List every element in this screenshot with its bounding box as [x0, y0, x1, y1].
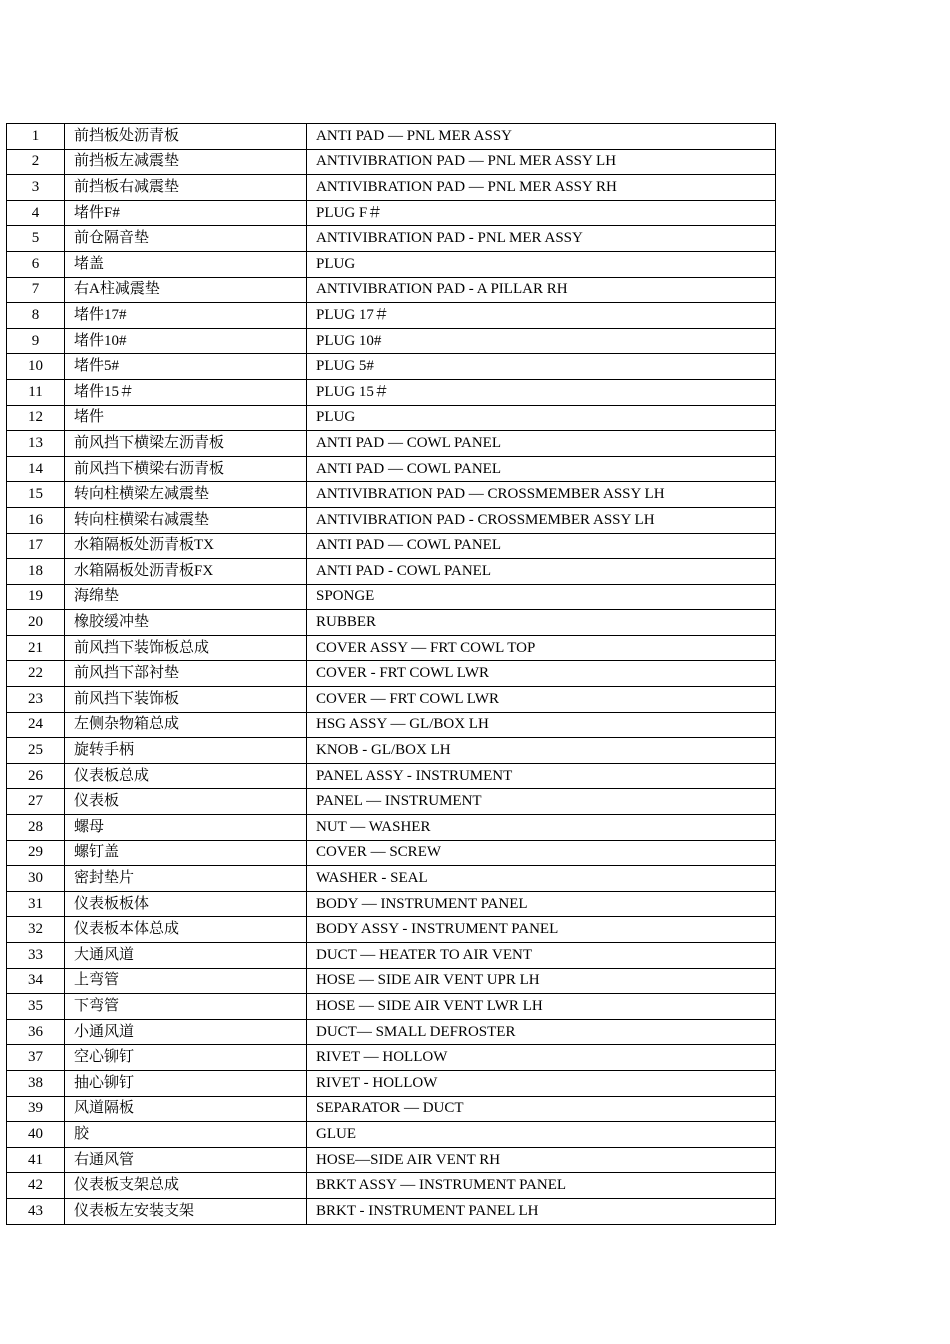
- table-row: [7, 994, 776, 1020]
- chinese-name-cell: 海绵垫: [65, 584, 307, 610]
- english-name-cell: PLUG 5#: [307, 354, 776, 380]
- english-name-cell: PLUG 17＃: [307, 303, 776, 329]
- chinese-name-cell: 前风挡下装饰板总成: [65, 635, 307, 661]
- chinese-name-cell: 旋转手柄: [65, 738, 307, 764]
- part-number-cell: 30: [7, 866, 65, 892]
- english-name-cell: PLUG: [307, 405, 776, 431]
- chinese-name-cell: 胶: [65, 1122, 307, 1148]
- part-number-cell: 15: [7, 482, 65, 508]
- table-row: [7, 431, 776, 457]
- part-number-cell: 7: [7, 277, 65, 303]
- english-name-cell: BODY — INSTRUMENT PANEL: [307, 891, 776, 917]
- english-name-cell: ANTI PAD — COWL PANEL: [307, 431, 776, 457]
- part-number-cell: 43: [7, 1198, 65, 1224]
- table-row: [7, 482, 776, 508]
- table-row: [7, 661, 776, 687]
- english-name-cell: ANTI PAD — COWL PANEL: [307, 456, 776, 482]
- chinese-name-cell: 小通风道: [65, 1019, 307, 1045]
- table-row: [7, 200, 776, 226]
- chinese-name-cell: 大通风道: [65, 943, 307, 969]
- part-number-cell: 32: [7, 917, 65, 943]
- table-row: [7, 943, 776, 969]
- chinese-name-cell: 堵件F#: [65, 200, 307, 226]
- chinese-name-cell: 水箱隔板处沥青板TX: [65, 533, 307, 559]
- english-name-cell: PANEL — INSTRUMENT: [307, 789, 776, 815]
- table-row: [7, 1198, 776, 1224]
- table-row: [7, 303, 776, 329]
- part-number-cell: 8: [7, 303, 65, 329]
- part-number-cell: 14: [7, 456, 65, 482]
- part-number-cell: 23: [7, 687, 65, 713]
- chinese-name-cell: 左侧杂物箱总成: [65, 712, 307, 738]
- table-row: [7, 789, 776, 815]
- english-name-cell: WASHER - SEAL: [307, 866, 776, 892]
- part-number-cell: 29: [7, 840, 65, 866]
- chinese-name-cell: 前挡板处沥青板: [65, 124, 307, 150]
- english-name-cell: ANTIVIBRATION PAD — CROSSMEMBER ASSY LH: [307, 482, 776, 508]
- chinese-name-cell: 转向柱横梁右减震垫: [65, 507, 307, 533]
- english-name-cell: ANTIVIBRATION PAD — PNL MER ASSY LH: [307, 149, 776, 175]
- table-row: [7, 1019, 776, 1045]
- table-row: [7, 584, 776, 610]
- english-name-cell: COVER — FRT COWL LWR: [307, 687, 776, 713]
- english-name-cell: RUBBER: [307, 610, 776, 636]
- table-row: [7, 328, 776, 354]
- table-row: [7, 866, 776, 892]
- table-row: [7, 251, 776, 277]
- table-row: [7, 968, 776, 994]
- chinese-name-cell: 堵件5#: [65, 354, 307, 380]
- chinese-name-cell: 前风挡下装饰板: [65, 687, 307, 713]
- chinese-name-cell: 上弯管: [65, 968, 307, 994]
- english-name-cell: PLUG 15＃: [307, 379, 776, 405]
- chinese-name-cell: 转向柱横梁左减震垫: [65, 482, 307, 508]
- table-row: [7, 277, 776, 303]
- table-row: [7, 917, 776, 943]
- table-row: [7, 891, 776, 917]
- part-number-cell: 26: [7, 763, 65, 789]
- english-name-cell: ANTIVIBRATION PAD - CROSSMEMBER ASSY LH: [307, 507, 776, 533]
- chinese-name-cell: 仪表板: [65, 789, 307, 815]
- table-row: [7, 840, 776, 866]
- english-name-cell: COVER — SCREW: [307, 840, 776, 866]
- english-name-cell: HOSE — SIDE AIR VENT UPR LH: [307, 968, 776, 994]
- part-number-cell: 35: [7, 994, 65, 1020]
- table-row: [7, 559, 776, 585]
- chinese-name-cell: 仪表板板体: [65, 891, 307, 917]
- table-row: [7, 712, 776, 738]
- chinese-name-cell: 堵盖: [65, 251, 307, 277]
- part-number-cell: 33: [7, 943, 65, 969]
- chinese-name-cell: 仪表板总成: [65, 763, 307, 789]
- part-number-cell: 9: [7, 328, 65, 354]
- chinese-name-cell: 仪表板本体总成: [65, 917, 307, 943]
- english-name-cell: DUCT — HEATER TO AIR VENT: [307, 943, 776, 969]
- english-name-cell: BRKT - INSTRUMENT PANEL LH: [307, 1198, 776, 1224]
- table-row: [7, 149, 776, 175]
- table-row: [7, 405, 776, 431]
- part-number-cell: 41: [7, 1147, 65, 1173]
- chinese-name-cell: 风道隔板: [65, 1096, 307, 1122]
- table-row: [7, 738, 776, 764]
- table-row: [7, 1096, 776, 1122]
- part-number-cell: 39: [7, 1096, 65, 1122]
- chinese-name-cell: 前风挡下横梁左沥青板: [65, 431, 307, 457]
- english-name-cell: RIVET — HOLLOW: [307, 1045, 776, 1071]
- english-name-cell: DUCT— SMALL DEFROSTER: [307, 1019, 776, 1045]
- english-name-cell: BODY ASSY - INSTRUMENT PANEL: [307, 917, 776, 943]
- table-row: [7, 815, 776, 841]
- english-name-cell: COVER - FRT COWL LWR: [307, 661, 776, 687]
- part-number-cell: 13: [7, 431, 65, 457]
- english-name-cell: HOSE — SIDE AIR VENT LWR LH: [307, 994, 776, 1020]
- parts-table: [6, 123, 776, 1225]
- table-row: [7, 635, 776, 661]
- english-name-cell: PANEL ASSY - INSTRUMENT: [307, 763, 776, 789]
- table-row: [7, 763, 776, 789]
- table-row: [7, 124, 776, 150]
- part-number-cell: 10: [7, 354, 65, 380]
- english-name-cell: COVER ASSY — FRT COWL TOP: [307, 635, 776, 661]
- english-name-cell: NUT — WASHER: [307, 815, 776, 841]
- english-name-cell: HOSE—SIDE AIR VENT RH: [307, 1147, 776, 1173]
- chinese-name-cell: 堵件: [65, 405, 307, 431]
- part-number-cell: 36: [7, 1019, 65, 1045]
- table-row: [7, 1070, 776, 1096]
- english-name-cell: ANTI PAD — PNL MER ASSY: [307, 124, 776, 150]
- english-name-cell: SPONGE: [307, 584, 776, 610]
- parts-table-body: [7, 124, 776, 1225]
- table-row: [7, 1173, 776, 1199]
- table-row: [7, 1122, 776, 1148]
- english-name-cell: ANTI PAD — COWL PANEL: [307, 533, 776, 559]
- part-number-cell: 4: [7, 200, 65, 226]
- chinese-name-cell: 抽心铆钉: [65, 1070, 307, 1096]
- part-number-cell: 11: [7, 379, 65, 405]
- chinese-name-cell: 下弯管: [65, 994, 307, 1020]
- english-name-cell: KNOB - GL/BOX LH: [307, 738, 776, 764]
- part-number-cell: 3: [7, 175, 65, 201]
- chinese-name-cell: 前风挡下横梁右沥青板: [65, 456, 307, 482]
- part-number-cell: 1: [7, 124, 65, 150]
- english-name-cell: ANTIVIBRATION PAD - A PILLAR RH: [307, 277, 776, 303]
- chinese-name-cell: 仪表板支架总成: [65, 1173, 307, 1199]
- english-name-cell: PLUG F＃: [307, 200, 776, 226]
- chinese-name-cell: 前挡板右减震垫: [65, 175, 307, 201]
- part-number-cell: 2: [7, 149, 65, 175]
- part-number-cell: 34: [7, 968, 65, 994]
- table-row: [7, 1147, 776, 1173]
- chinese-name-cell: 空心铆钉: [65, 1045, 307, 1071]
- english-name-cell: HSG ASSY — GL/BOX LH: [307, 712, 776, 738]
- english-name-cell: ANTIVIBRATION PAD — PNL MER ASSY RH: [307, 175, 776, 201]
- part-number-cell: 6: [7, 251, 65, 277]
- part-number-cell: 17: [7, 533, 65, 559]
- english-name-cell: ANTIVIBRATION PAD - PNL MER ASSY: [307, 226, 776, 252]
- part-number-cell: 28: [7, 815, 65, 841]
- table-row: [7, 175, 776, 201]
- table-row: [7, 507, 776, 533]
- part-number-cell: 38: [7, 1070, 65, 1096]
- chinese-name-cell: 右A柱减震垫: [65, 277, 307, 303]
- english-name-cell: SEPARATOR — DUCT: [307, 1096, 776, 1122]
- part-number-cell: 31: [7, 891, 65, 917]
- english-name-cell: PLUG: [307, 251, 776, 277]
- part-number-cell: 16: [7, 507, 65, 533]
- table-row: [7, 226, 776, 252]
- chinese-name-cell: 水箱隔板处沥青板FX: [65, 559, 307, 585]
- part-number-cell: 18: [7, 559, 65, 585]
- english-name-cell: GLUE: [307, 1122, 776, 1148]
- english-name-cell: PLUG 10#: [307, 328, 776, 354]
- chinese-name-cell: 堵件10#: [65, 328, 307, 354]
- part-number-cell: 20: [7, 610, 65, 636]
- chinese-name-cell: 橡胶缓冲垫: [65, 610, 307, 636]
- table-row: [7, 533, 776, 559]
- table-row: [7, 456, 776, 482]
- part-number-cell: 5: [7, 226, 65, 252]
- table-row: [7, 1045, 776, 1071]
- chinese-name-cell: 前风挡下部衬垫: [65, 661, 307, 687]
- part-number-cell: 21: [7, 635, 65, 661]
- part-number-cell: 25: [7, 738, 65, 764]
- table-row: [7, 610, 776, 636]
- chinese-name-cell: 前挡板左减震垫: [65, 149, 307, 175]
- part-number-cell: 22: [7, 661, 65, 687]
- part-number-cell: 27: [7, 789, 65, 815]
- chinese-name-cell: 堵件15＃: [65, 379, 307, 405]
- english-name-cell: ANTI PAD - COWL PANEL: [307, 559, 776, 585]
- part-number-cell: 19: [7, 584, 65, 610]
- part-number-cell: 12: [7, 405, 65, 431]
- table-row: [7, 379, 776, 405]
- english-name-cell: BRKT ASSY — INSTRUMENT PANEL: [307, 1173, 776, 1199]
- chinese-name-cell: 螺钉盖: [65, 840, 307, 866]
- chinese-name-cell: 螺母: [65, 815, 307, 841]
- chinese-name-cell: 前仓隔音垫: [65, 226, 307, 252]
- part-number-cell: 40: [7, 1122, 65, 1148]
- chinese-name-cell: 堵件17#: [65, 303, 307, 329]
- part-number-cell: 24: [7, 712, 65, 738]
- chinese-name-cell: 仪表板左安装支架: [65, 1198, 307, 1224]
- chinese-name-cell: 右通风管: [65, 1147, 307, 1173]
- table-row: [7, 687, 776, 713]
- english-name-cell: RIVET - HOLLOW: [307, 1070, 776, 1096]
- part-number-cell: 37: [7, 1045, 65, 1071]
- table-row: [7, 354, 776, 380]
- part-number-cell: 42: [7, 1173, 65, 1199]
- chinese-name-cell: 密封垫片: [65, 866, 307, 892]
